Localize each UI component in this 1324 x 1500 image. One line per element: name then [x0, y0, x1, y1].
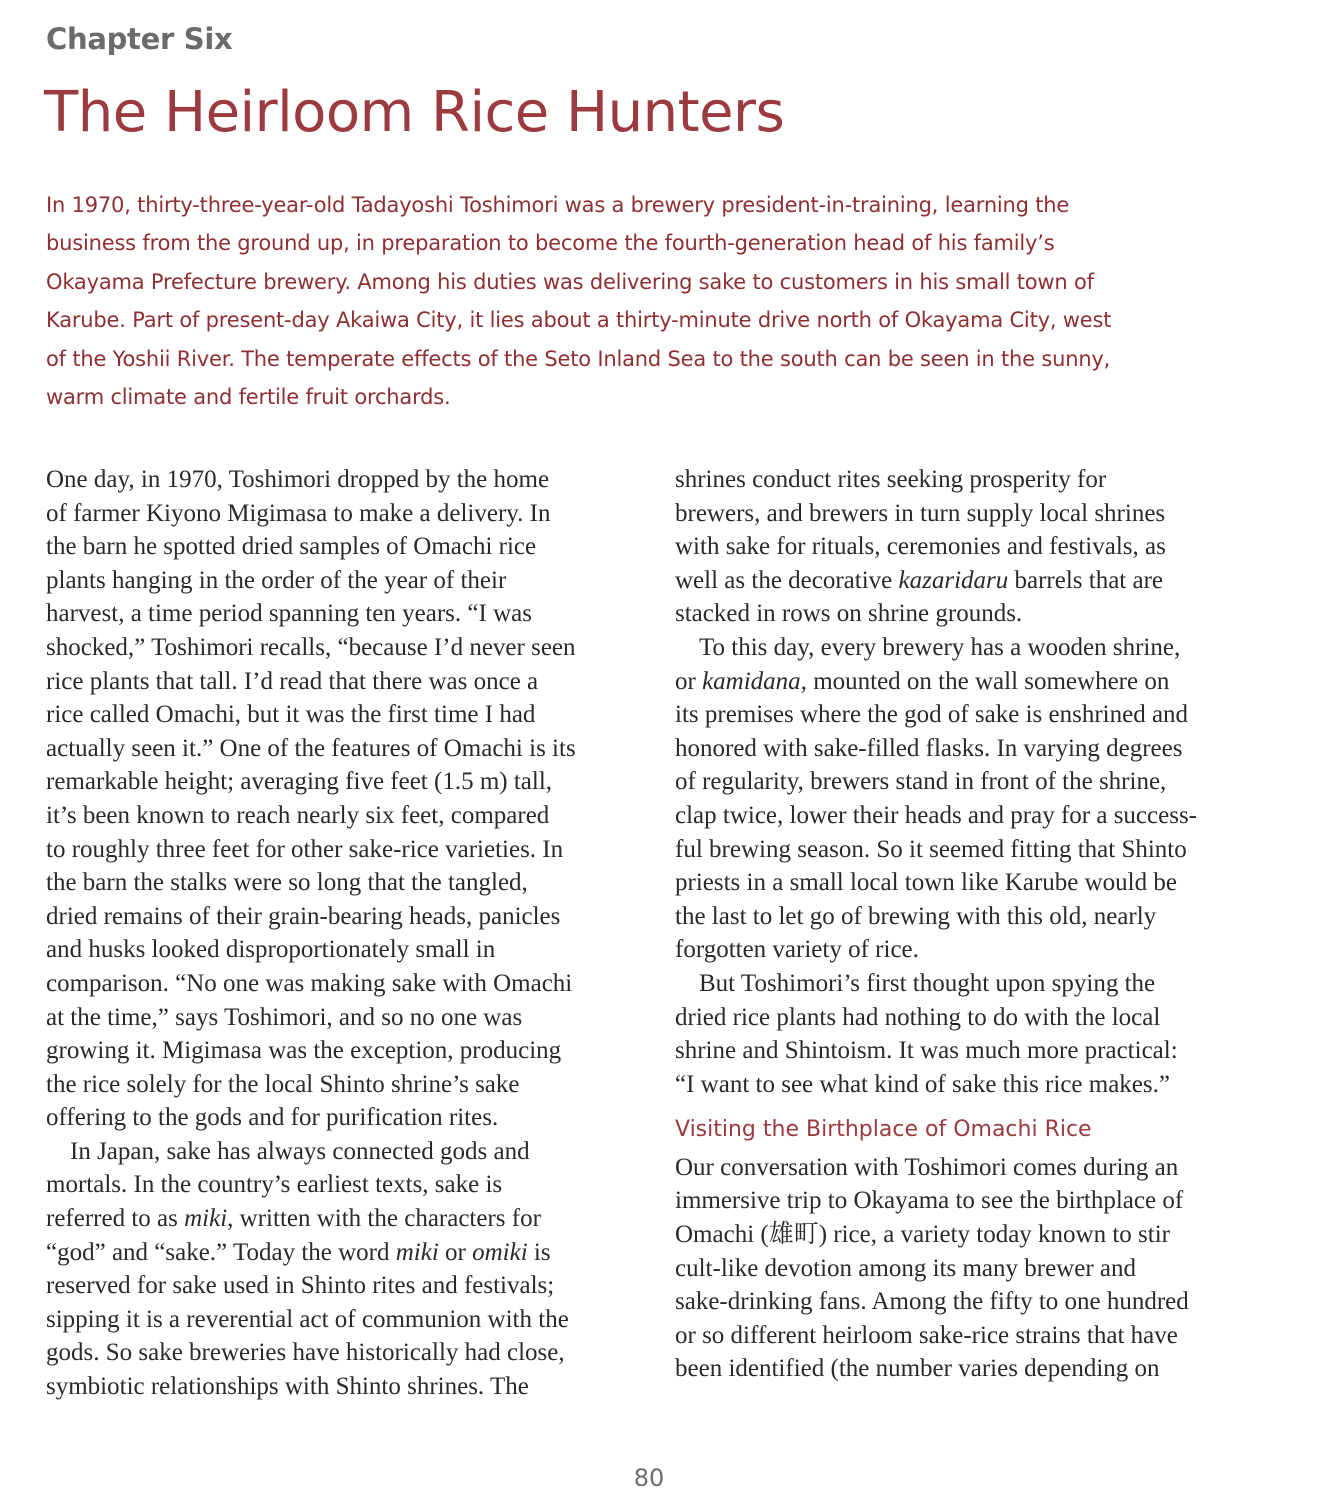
intro-line: business from the ground up, in preparation to become the fourth-generation head of his family’s — [46, 231, 1055, 256]
text-line: Our conversation with Toshimori comes during an — [675, 1153, 1179, 1181]
italic-term: omiki — [472, 1238, 528, 1266]
text-span: referred to as — [46, 1205, 185, 1233]
text-line: the barn he spotted dried samples of Omachi rice — [46, 533, 537, 561]
text-line: and husks looked disproportionately small in — [46, 936, 496, 964]
text-line: plants hanging in the order of the year of their — [46, 566, 507, 594]
text-line: shocked,” Toshimori recalls, “because I’d never seen — [46, 633, 576, 661]
text-line: rice plants that tall. I’d read that there was once a — [46, 667, 539, 695]
intro-line: warm climate and fertile fruit orchards. — [46, 385, 451, 410]
text-line: remarkable height; averaging five feet (1.5 m) tall, — [46, 768, 553, 796]
text-span: is — [527, 1238, 551, 1266]
text-line: Omachi (雄町) rice, a variety today known to stir — [675, 1221, 1170, 1249]
italic-term: miki — [184, 1205, 228, 1233]
text-span: or — [438, 1238, 473, 1266]
text-line: gods. So sake breweries have historically had close, — [46, 1339, 565, 1367]
text-line: offering to the gods and for purification rites. — [46, 1104, 499, 1132]
text-line: shrine and Shintoism. It was much more practical: — [675, 1037, 1178, 1065]
text-line: cult-like devotion among its many brewer and — [675, 1254, 1136, 1282]
text-span: barrels that are — [1008, 566, 1164, 594]
text-line: with sake for rituals, ceremonies and festivals, as — [675, 533, 1166, 561]
text-line: One day, in 1970, Toshimori dropped by the home — [46, 466, 550, 493]
text-line: symbiotic relationships with Shinto shrines. The — [46, 1373, 529, 1401]
text-span: mounted on the wall somewhere on — [806, 667, 1170, 695]
text-line: the last to let go of brewing with this old, nearly — [675, 902, 1157, 930]
text-line — [675, 564, 1275, 598]
text-line: forgotten variety of rice. — [675, 936, 919, 964]
chapter-title: The Heirloom Rice Hunters — [44, 80, 785, 145]
text-line: actually seen it.” One of the features of Omachi is its — [46, 734, 576, 762]
text-line: the rice solely for the local Shinto shrine’s sake — [46, 1070, 520, 1098]
text-line — [46, 1202, 646, 1236]
section-subheading: Visiting the Birthplace of Omachi Rice — [675, 1117, 1092, 1143]
intro-paragraph — [46, 186, 1286, 416]
text-line: stacked in rows on shrine grounds. — [675, 600, 1023, 628]
text-line: sake-drinking fans. Among the fifty to one hundred — [675, 1288, 1189, 1316]
intro-line: Okayama Prefecture brewery. Among his duties was delivering sake to customers in his small town of — [46, 269, 1094, 294]
italic-term: kazaridaru — [898, 566, 1009, 594]
text-line: comparison. “No one was making sake with Omachi — [46, 969, 573, 997]
text-line: of regularity, brewers stand in front of the shrine, — [675, 768, 1167, 796]
text-line: mortals. In the country’s earliest texts, sake is — [46, 1171, 503, 1199]
text-line — [675, 665, 1275, 699]
text-span: well as the decorative — [675, 566, 899, 594]
text-line: been identified (the number varies depending on — [675, 1355, 1160, 1383]
page-number: 80 — [633, 1464, 665, 1492]
intro-line: of the Yoshii River. The temperate effects of the Seto Inland Sea to the south can be seen in the sunny, — [46, 346, 1111, 371]
text-line — [46, 1236, 646, 1270]
text-line: it’s been known to reach nearly six feet, compared — [46, 801, 550, 829]
text-line: the barn the stalks were so long that the tangled, — [46, 869, 528, 897]
italic-term: miki — [395, 1238, 439, 1266]
text-span: , written with the characters for — [227, 1205, 541, 1233]
text-line: rice called Omachi, but it was the first time I had — [46, 701, 536, 729]
text-line: sipping it is a reverential act of communion with the — [46, 1305, 569, 1333]
text-span: “god” and “sake.” Today the word — [46, 1238, 396, 1266]
text-line: or so different heirloom sake-rice strains that have — [675, 1321, 1178, 1349]
text-line: brewers, and brewers in turn supply local shrines — [675, 499, 1166, 527]
intro-line: Karube. Part of present-day Akaiwa City, it lies about a thirty-minute drive north of Okayama City, west — [46, 308, 1112, 333]
right-column — [675, 463, 1275, 1386]
text-line: to roughly three feet for other sake-rice varieties. In — [46, 835, 564, 863]
text-line: at the time,” says Toshimori, and so no one was — [46, 1003, 523, 1031]
text-line: “I want to see what kind of sake this rice makes.” — [675, 1070, 1170, 1098]
text-line: dried rice plants had nothing to do with the local — [675, 1003, 1161, 1031]
left-column — [46, 463, 646, 1404]
intro-line: In 1970, thirty-three-year-old Tadayoshi Toshimori was a brewery president-in-training, learning the — [46, 193, 1070, 217]
text-line: of farmer Kiyono Migimasa to make a delivery. In — [46, 499, 551, 527]
text-line: But Toshimori’s first thought upon spying the — [699, 969, 1156, 997]
text-line: harvest, a time period spanning ten years. “I was — [46, 600, 532, 628]
italic-term: kamidana, — [702, 667, 807, 695]
text-line: honored with sake-filled flasks. In varying degrees — [675, 734, 1183, 762]
text-line: shrines conduct rites seeking prosperity for — [675, 466, 1107, 493]
text-line: To this day, every brewery has a wooden shrine, — [699, 633, 1181, 661]
text-line: immersive trip to Okayama to see the birthplace of — [675, 1187, 1184, 1215]
text-span: or — [675, 667, 703, 695]
text-line: its premises where the god of sake is enshrined and — [675, 701, 1189, 729]
text-line: ful brewing season. So it seemed fitting that Shinto — [675, 835, 1187, 863]
text-line: clap twice, lower their heads and pray for a success- — [675, 801, 1197, 829]
text-line: dried remains of their grain-bearing heads, panicles — [46, 902, 561, 930]
text-line: growing it. Migimasa was the exception, producing — [46, 1037, 562, 1065]
text-line: In Japan, sake has always connected gods and — [70, 1137, 530, 1165]
text-line: reserved for sake used in Shinto rites and festivals; — [46, 1272, 555, 1300]
chapter-label: Chapter Six — [46, 22, 233, 56]
text-line: priests in a small local town like Karube would be — [675, 869, 1177, 897]
